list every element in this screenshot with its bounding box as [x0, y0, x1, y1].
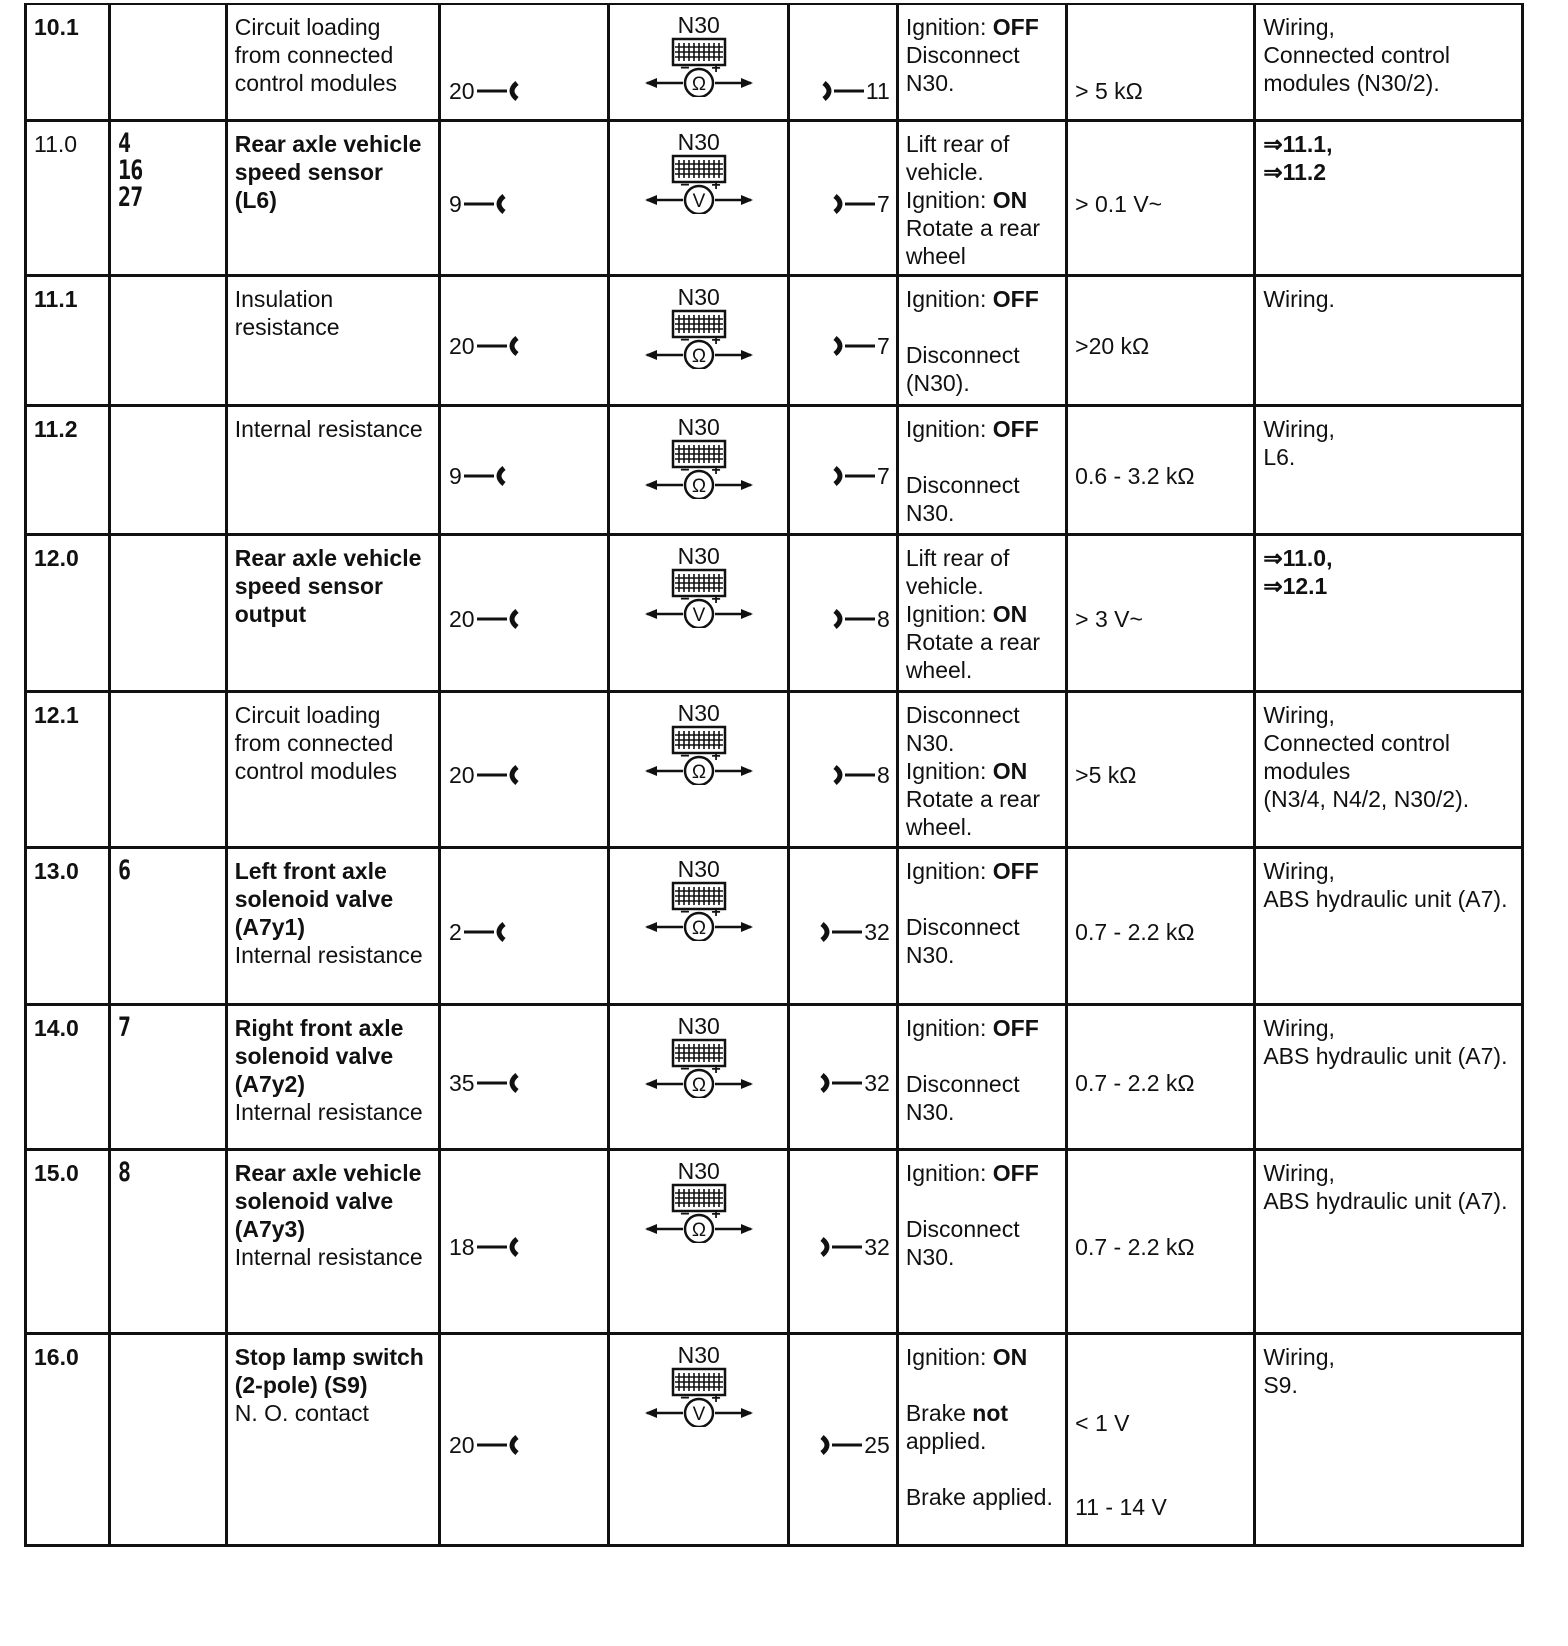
ohmmeter-icon	[643, 1038, 755, 1098]
probe-left-icon	[477, 608, 519, 630]
remedy-cell	[1255, 120, 1523, 275]
probe-left-icon	[477, 764, 519, 786]
meter-module-label: N30	[677, 413, 720, 440]
pin-left-number: 20	[448, 332, 475, 359]
pin-left-number: 2	[448, 918, 462, 945]
meter-module-label: N30	[677, 128, 720, 155]
pin-left-cell	[439, 405, 608, 534]
condition-line: Rotate a rear wheel.	[905, 785, 1041, 840]
nominal-value: 0.7 - 2.2 kΩ	[1075, 1069, 1195, 1096]
remedy-line: (N3/4, N4/2, N30/2).	[1263, 785, 1470, 812]
pin-left-number: 20	[448, 78, 475, 104]
remedy-line: S9.	[1263, 1371, 1298, 1398]
condition-line: Disconnect N30.	[905, 1215, 1020, 1270]
pin-left-cell	[439, 4, 608, 120]
test-conditions	[897, 691, 1066, 847]
remedy-line: Wiring,	[1263, 701, 1335, 728]
condition-line: Disconnect N30.	[905, 42, 1020, 96]
remedy-cell	[1255, 4, 1523, 120]
step-number: 11.1	[26, 275, 110, 405]
table-body	[26, 4, 1523, 1545]
remedy-line: Wiring,	[1263, 1343, 1335, 1370]
fault-codes-cell	[109, 847, 226, 1004]
test-title: Rear axle vehicle speed sensor (L6)	[234, 130, 422, 213]
svg-text:Ω: Ω	[691, 1074, 706, 1096]
meter-module-label: N30	[677, 1012, 720, 1039]
meter-cell	[609, 4, 789, 120]
test-conditions	[897, 405, 1066, 534]
nominal-value: > 5 kΩ	[1075, 78, 1143, 104]
test-description	[226, 847, 439, 1004]
fault-codes-cell	[109, 1333, 226, 1545]
meter-cell	[609, 1004, 789, 1149]
probe-right-icon	[822, 80, 864, 102]
step-number: 11.2	[26, 405, 110, 534]
condition-line: Disconnect N30.	[905, 1070, 1020, 1125]
probe-right-icon	[833, 608, 875, 630]
remedy-cell	[1255, 405, 1523, 534]
remedy-line: ABS hydraulic unit (A7).	[1263, 885, 1508, 912]
remedy-line: Wiring.	[1263, 285, 1335, 312]
test-description	[226, 1149, 439, 1333]
fault-codes: 6	[117, 854, 130, 886]
remedy-line: ABS hydraulic unit (A7).	[1263, 1042, 1508, 1069]
probe-right-icon	[833, 335, 875, 357]
pin-left-cell	[439, 1149, 608, 1333]
test-title: Rear axle vehicle speed sensor output	[234, 544, 422, 627]
meter-module-label: N30	[677, 12, 720, 38]
test-subtitle: Circuit loading from connected control modules	[234, 14, 398, 96]
remedy-line: ⇒11.1,	[1263, 130, 1333, 157]
condition-line: Ignition: ON	[905, 186, 1028, 213]
test-subtitle: Internal resistance	[234, 941, 423, 968]
ohmmeter-icon	[643, 881, 755, 941]
condition-line: Disconnect (N30).	[905, 341, 1020, 396]
pin-left-cell	[439, 847, 608, 1004]
pin-right-cell	[789, 691, 898, 847]
svg-text:−: −	[680, 903, 690, 921]
nominal-value: 0.7 - 2.2 kΩ	[1075, 1233, 1195, 1260]
test-description	[226, 4, 439, 120]
probe-left-icon	[477, 335, 519, 357]
remedy-line: Wiring,	[1263, 1014, 1335, 1041]
table-row	[26, 1333, 1523, 1545]
nominal-value-cell	[1067, 1004, 1255, 1149]
pin-right-cell	[789, 1333, 898, 1545]
nominal-value: 0.7 - 2.2 kΩ	[1075, 918, 1195, 945]
meter-module-label: N30	[677, 542, 720, 569]
ohmmeter-icon	[643, 37, 755, 97]
test-conditions	[897, 1333, 1066, 1545]
svg-text:+: +	[711, 60, 721, 77]
step-number: 10.1	[26, 4, 110, 120]
pin-left-number: 20	[448, 605, 475, 632]
test-description	[226, 1333, 439, 1545]
remedy-line: ABS hydraulic unit (A7).	[1263, 1187, 1508, 1214]
condition-line: Brake not applied.	[905, 1399, 1009, 1454]
test-description	[226, 534, 439, 691]
condition-line: Rotate a rear wheel.	[905, 628, 1041, 683]
svg-text:+: +	[711, 331, 721, 349]
test-conditions	[897, 4, 1066, 120]
ohmmeter-icon	[643, 309, 755, 369]
pin-left-number: 9	[448, 190, 462, 217]
probe-left-icon	[477, 1236, 519, 1258]
step-number: 12.1	[26, 691, 110, 847]
fault-codes: 8	[117, 1156, 130, 1188]
pin-left-cell	[439, 1004, 608, 1149]
pin-right-number: 11	[865, 78, 890, 104]
svg-text:V: V	[692, 1403, 706, 1425]
test-subtitle: Circuit loading from connected control modules	[234, 701, 398, 784]
pin-right-cell	[789, 405, 898, 534]
svg-text:V: V	[692, 190, 706, 212]
condition-line: Ignition: OFF	[905, 415, 1039, 442]
svg-text:−: −	[680, 461, 690, 479]
fault-codes-cell	[109, 275, 226, 405]
meter-cell	[609, 691, 789, 847]
remedy-line: Connected control modules (N30/2).	[1263, 42, 1450, 96]
remedy-line: Connected control modules	[1263, 729, 1450, 784]
voltmeter-icon	[643, 154, 755, 214]
probe-left-icon	[477, 1434, 519, 1456]
probe-left-icon	[464, 921, 506, 943]
test-subtitle: Internal resistance	[234, 415, 423, 442]
pin-left-cell	[439, 275, 608, 405]
remedy-line: ⇒12.1	[1263, 572, 1328, 599]
test-conditions	[897, 534, 1066, 691]
meter-cell	[609, 847, 789, 1004]
remedy-line: Wiring,	[1263, 1159, 1335, 1186]
test-description	[226, 405, 439, 534]
condition-line: Lift rear of vehicle.	[905, 130, 1010, 185]
probe-right-icon	[820, 1072, 862, 1094]
remedy-cell	[1255, 847, 1523, 1004]
nominal-value: > 0.1 V~	[1075, 190, 1163, 217]
meter-cell	[609, 534, 789, 691]
svg-text:Ω: Ω	[691, 345, 706, 367]
ohmmeter-icon	[643, 439, 755, 499]
meter-module-label: N30	[677, 855, 720, 882]
step-number: 13.0	[26, 847, 110, 1004]
voltmeter-icon	[643, 568, 755, 628]
test-subtitle: Internal resistance	[234, 1098, 423, 1125]
voltmeter-icon	[643, 1367, 755, 1427]
probe-left-icon	[477, 1072, 519, 1094]
test-title: Right front axle solenoid valve (A7y2)	[234, 1014, 404, 1097]
table-row	[26, 275, 1523, 405]
remedy-cell	[1255, 1004, 1523, 1149]
remedy-cell	[1255, 534, 1523, 691]
pin-left-cell	[439, 120, 608, 275]
svg-text:−: −	[680, 747, 690, 765]
nominal-value-cell	[1067, 405, 1255, 534]
test-conditions	[897, 1149, 1066, 1333]
nominal-value: < 1 V	[1075, 1409, 1130, 1436]
fault-codes-cell	[109, 4, 226, 120]
condition-line: Disconnect N30.	[905, 913, 1020, 968]
pin-right-number: 7	[877, 462, 890, 489]
meter-cell	[609, 405, 789, 534]
remedy-cell	[1255, 1149, 1523, 1333]
ohmmeter-icon	[643, 725, 755, 785]
svg-text:+: +	[711, 747, 721, 765]
pin-left-cell	[439, 691, 608, 847]
pin-right-cell	[789, 4, 898, 120]
nominal-value-cell	[1067, 691, 1255, 847]
condition-line: Lift rear of vehicle.	[905, 544, 1010, 599]
nominal-value: >20 kΩ	[1075, 332, 1150, 359]
probe-right-icon	[833, 764, 875, 786]
test-description	[226, 1004, 439, 1149]
svg-text:V: V	[692, 604, 706, 626]
svg-text:−: −	[680, 331, 690, 349]
probe-right-icon	[833, 465, 875, 487]
test-title: Rear axle vehicle solenoid valve (A7y3)	[234, 1159, 422, 1242]
svg-text:+: +	[711, 1060, 721, 1078]
pin-right-number: 7	[877, 190, 890, 217]
remedy-line: Wiring,	[1263, 14, 1335, 40]
nominal-value: 11 - 14 V	[1075, 1493, 1167, 1520]
nominal-value: >5 kΩ	[1075, 761, 1137, 788]
probe-right-icon	[820, 1236, 862, 1258]
test-subtitle: Internal resistance	[234, 1243, 423, 1270]
svg-text:Ω: Ω	[691, 761, 706, 783]
condition-line: Ignition: ON	[905, 1343, 1028, 1370]
remedy-line: Wiring,	[1263, 857, 1335, 884]
test-subtitle: N. O. contact	[234, 1399, 369, 1426]
pin-right-number: 32	[864, 1069, 890, 1096]
test-subtitle: Insulation resistance	[234, 285, 340, 340]
table-row	[26, 847, 1523, 1004]
test-description	[226, 275, 439, 405]
meter-module-label: N30	[677, 1341, 720, 1368]
pin-right-number: 7	[877, 332, 890, 359]
probe-left-icon	[464, 465, 506, 487]
remedy-line: ⇒11.0,	[1263, 544, 1333, 571]
fault-codes-cell	[109, 691, 226, 847]
test-conditions	[897, 847, 1066, 1004]
meter-module-label: N30	[677, 1157, 720, 1184]
condition-line: Ignition: OFF	[905, 1159, 1039, 1186]
pin-right-number: 8	[877, 605, 890, 632]
pin-left-number: 20	[448, 1431, 475, 1458]
nominal-value-cell	[1067, 4, 1255, 120]
nominal-value: 0.6 - 3.2 kΩ	[1075, 462, 1195, 489]
table-row	[26, 1149, 1523, 1333]
remedy-line: ⇒11.2	[1263, 158, 1327, 185]
nominal-value-cell	[1067, 1149, 1255, 1333]
condition-line: Ignition: OFF	[905, 14, 1039, 40]
step-number: 16.0	[26, 1333, 110, 1545]
meter-cell	[609, 1149, 789, 1333]
test-description	[226, 120, 439, 275]
table-row	[26, 691, 1523, 847]
test-description	[226, 691, 439, 847]
step-number: 14.0	[26, 1004, 110, 1149]
diagnostic-test-table	[24, 3, 1524, 1547]
fault-codes: 7	[117, 1011, 130, 1043]
step-number: 11.0	[26, 120, 110, 275]
svg-text:+: +	[711, 1389, 721, 1407]
meter-cell	[609, 275, 789, 405]
pin-left-number: 9	[448, 462, 462, 489]
condition-line: Ignition: ON	[905, 757, 1028, 784]
svg-text:−: −	[680, 1389, 690, 1407]
meter-module-label: N30	[677, 699, 720, 726]
table-row	[26, 534, 1523, 691]
pin-right-cell	[789, 1004, 898, 1149]
svg-text:Ω: Ω	[691, 917, 706, 939]
svg-text:+: +	[711, 590, 721, 608]
svg-text:Ω: Ω	[691, 74, 706, 95]
svg-text:+: +	[711, 903, 721, 921]
probe-left-icon	[477, 80, 519, 102]
pin-right-number: 32	[864, 918, 890, 945]
probe-right-icon	[820, 921, 862, 943]
probe-right-icon	[820, 1434, 862, 1456]
test-conditions	[897, 120, 1066, 275]
test-title: Stop lamp switch (2-pole) (S9)	[234, 1343, 424, 1398]
svg-text:−: −	[680, 1060, 690, 1078]
step-number: 12.0	[26, 534, 110, 691]
pin-left-cell	[439, 1333, 608, 1545]
nominal-value-cell	[1067, 534, 1255, 691]
condition-line: Ignition: OFF	[905, 285, 1039, 312]
fault-codes-cell	[109, 120, 226, 275]
fault-codes-cell	[109, 534, 226, 691]
step-number: 15.0	[26, 1149, 110, 1333]
table-row	[26, 120, 1523, 275]
condition-line: Rotate a rear wheel	[905, 214, 1041, 269]
condition-line: Disconnect N30.	[905, 471, 1020, 526]
pin-left-number: 20	[448, 761, 475, 788]
remedy-cell	[1255, 1333, 1523, 1545]
svg-text:+: +	[711, 176, 721, 194]
pin-right-cell	[789, 120, 898, 275]
pin-left-number: 18	[448, 1233, 475, 1260]
svg-text:+: +	[711, 461, 721, 479]
condition-line: Brake applied.	[905, 1483, 1053, 1510]
meter-cell	[609, 1333, 789, 1545]
nominal-value-cell	[1067, 847, 1255, 1004]
condition-line: Ignition: OFF	[905, 857, 1039, 884]
svg-text:Ω: Ω	[691, 1219, 706, 1241]
table-row	[26, 1004, 1523, 1149]
meter-cell	[609, 120, 789, 275]
svg-text:Ω: Ω	[691, 475, 706, 497]
pin-right-number: 32	[864, 1233, 890, 1260]
pin-right-cell	[789, 1149, 898, 1333]
pin-right-cell	[789, 275, 898, 405]
fault-codes: 4 16 27	[117, 127, 143, 213]
condition-line: Disconnect N30.	[905, 701, 1020, 756]
test-conditions	[897, 275, 1066, 405]
svg-text:−: −	[680, 590, 690, 608]
ohmmeter-icon	[643, 1183, 755, 1243]
test-title: Left front axle solenoid valve (A7y1)	[234, 857, 394, 940]
svg-text:−: −	[680, 176, 690, 194]
pin-left-cell	[439, 534, 608, 691]
probe-left-icon	[464, 193, 506, 215]
pin-left-number: 35	[448, 1069, 475, 1096]
remedy-line: Wiring,	[1263, 415, 1335, 442]
svg-text:−: −	[680, 60, 690, 77]
condition-line: Ignition: ON	[905, 600, 1028, 627]
nominal-value-cell	[1067, 1333, 1255, 1545]
pin-right-cell	[789, 534, 898, 691]
probe-right-icon	[833, 193, 875, 215]
pin-right-number: 8	[877, 761, 890, 788]
fault-codes-cell	[109, 1004, 226, 1149]
pin-right-number: 25	[864, 1431, 890, 1458]
fault-codes-cell	[109, 405, 226, 534]
nominal-value-cell	[1067, 120, 1255, 275]
remedy-cell	[1255, 275, 1523, 405]
table-row	[26, 405, 1523, 534]
condition-line: Ignition: OFF	[905, 1014, 1039, 1041]
svg-text:+: +	[711, 1205, 721, 1223]
svg-text:−: −	[680, 1205, 690, 1223]
meter-module-label: N30	[677, 283, 720, 310]
pin-right-cell	[789, 847, 898, 1004]
fault-codes-cell	[109, 1149, 226, 1333]
table-row	[26, 4, 1523, 120]
remedy-line: L6.	[1263, 443, 1296, 470]
test-conditions	[897, 1004, 1066, 1149]
remedy-cell	[1255, 691, 1523, 847]
nominal-value-cell	[1067, 275, 1255, 405]
nominal-value: > 3 V~	[1075, 605, 1143, 632]
